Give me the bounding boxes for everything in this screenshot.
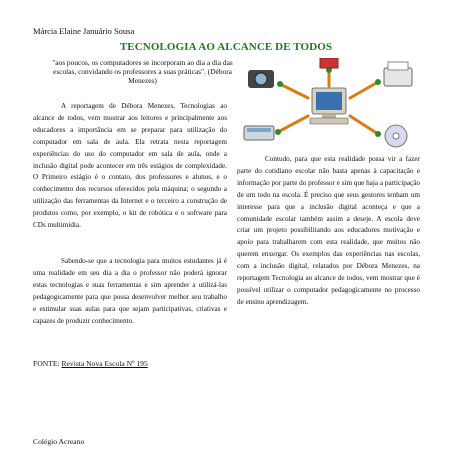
scanner-icon xyxy=(244,126,274,140)
page-title: TECNOLOGIA AO ALCANCE DE TODOS xyxy=(119,41,333,53)
paragraph-3-text: Contudo, para que esta realidade possa vir a fazer parte do cotidiano escolar não basta apenas à capacitação e informação por parte do professor e sim que haja a participação de um todo na escola. É preciso que seus gestores tenham um interesse para que a inclusão digital aconteça e que a comunidade escolar também assim a deseje. A escola deve criar um projeto possibilitando aos educadores motivação e apoio para trabalharem com esta realidade, que muitos não querem enxergar. Os exemplos das experiências nas escolas, com a inclusão digital, relatados por Débora Menezes, na reportagem Tecnologia ao alcance de todos, vem mostrar que é possível utilizar o computador pedagogicamente no processo de ensino aprendizagem. xyxy=(237,155,420,306)
printer-icon xyxy=(384,62,412,86)
paragraph-3 xyxy=(237,154,420,309)
footer-institution: Colégio Acreano xyxy=(33,437,85,446)
paragraph-1 xyxy=(33,101,227,232)
epigraph-quote: "aos poucos, os computadores se incorporam ao dia a dia das escolas, convidando os professores a suas práticas". (Débora Menezes) xyxy=(52,58,233,85)
paragraph-2-text: Sabendo-se que a tecnologia para muitos estudantes já é uma realidade em seu dia a dia o professor não poderá ignorar estas tecnologias e suas ferramentas e sim aprender a utilizá-las pedagogicamente para que possa desenvolver melhor seu trabalho e estimular suas aulas para que sejam participativas, criativas e capazes de produzir conhecimento. xyxy=(33,257,227,325)
paragraph-2 xyxy=(33,256,227,327)
book-icon xyxy=(320,58,338,68)
author-name: Márcia Elaine Januário Sousa xyxy=(33,26,135,36)
technology-illustration xyxy=(238,58,418,150)
source-reference xyxy=(33,359,148,368)
disc-icon xyxy=(385,125,407,147)
paragraph-1-text: A reportagem de Débora Menezes, Tecnologias ao alcance de todos, vem mostrar aos leitores e principalmente aos educadores a importância em se preparar para utilização do computador em sala de aula. Ela retrata nesta reportagem experiências do uso do computador em sala de aula, onde a inclusão digital pode acontecer em três estágios de complexidade. O Primeiro estágio é o contato, dos professores e alunos, e o conhecimento dos recursos oferecidos pela máquina; o segundo a utilização das ferramentas da Internet e o terceiro a construção de produtos como, por exemplo, o kit de robótica e o software para CDs multimídia. xyxy=(33,102,227,230)
source-label: FONTE: xyxy=(33,359,60,368)
camera-icon xyxy=(248,70,274,88)
computer-icon xyxy=(310,88,348,124)
source-link[interactable]: Revista Nova Escola Nº 195 xyxy=(61,359,148,368)
